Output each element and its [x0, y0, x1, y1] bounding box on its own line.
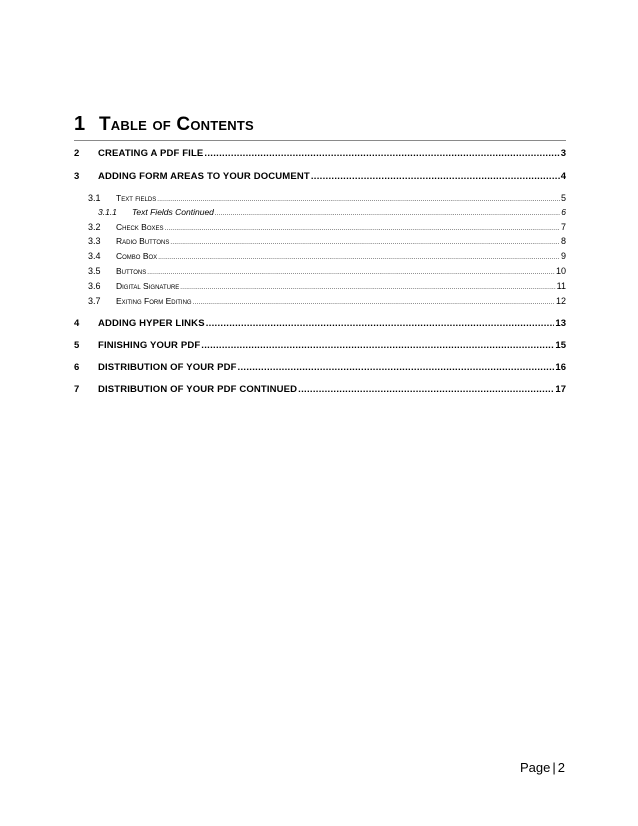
toc-entry-title: FINISHING YOUR PDF: [98, 340, 201, 351]
toc-entry-page: 9: [560, 251, 566, 261]
page-footer: [520, 760, 565, 776]
toc-entry-number: 7: [74, 384, 80, 395]
toc-entry[interactable]: [74, 340, 566, 351]
toc-entry-title: Text Fields Continued: [132, 207, 214, 217]
footer-page-label: Page: [520, 760, 551, 775]
footer-page-number: 2: [557, 760, 565, 775]
footer-separator: |: [552, 760, 556, 775]
toc-entry-title: Digital Signature: [116, 281, 180, 291]
toc-entry-page: 6: [561, 207, 566, 217]
toc-entry-page: 16: [555, 362, 566, 373]
toc-leader-dots: [238, 362, 555, 373]
toc-entry-title: Combo Box: [116, 251, 158, 261]
toc-entry-number: 3.6: [88, 281, 101, 291]
toc-entry-page: 17: [555, 384, 566, 395]
toc-entry-title: DISTRIBUTION OF YOUR PDF CONTINUED: [98, 384, 298, 395]
toc-entry-page: 13: [555, 318, 566, 329]
toc-entry-title: Check Boxes: [116, 222, 164, 232]
toc-entry-title: DISTRIBUTION OF YOUR PDF: [98, 362, 237, 373]
toc-entry-title: ADDING HYPER LINKS: [98, 318, 205, 329]
toc-entry[interactable]: [74, 193, 566, 203]
toc-entry-number: 2: [74, 148, 80, 159]
toc-leader-dots: [193, 300, 555, 306]
toc-entry[interactable]: [74, 281, 566, 291]
toc-heading: [74, 112, 566, 141]
toc-entry-title: Radio Buttons: [116, 236, 170, 246]
toc-entry-number: 3.3: [88, 236, 101, 246]
toc-entry-page: 5: [560, 193, 566, 203]
toc-entry-title: ADDING FORM AREAS TO YOUR DOCUMENT: [98, 171, 310, 182]
toc-entry[interactable]: [74, 148, 566, 159]
toc-entry-page: 11: [556, 281, 566, 291]
toc-entry-number: 3.1.1: [98, 207, 117, 217]
heading-title: Table of Contents: [99, 114, 254, 135]
toc-entry[interactable]: [74, 362, 566, 373]
toc-entry[interactable]: [74, 266, 566, 276]
toc-leader-dots: [158, 255, 560, 261]
toc-entry-page: 15: [555, 340, 566, 351]
toc-leader-dots: [147, 270, 555, 276]
toc-entry-title: Text fields: [116, 193, 157, 203]
toc-entry-title: CREATING A PDF FILE: [98, 148, 204, 159]
toc-entry[interactable]: [74, 296, 566, 306]
toc-entry-number: 3.1: [88, 193, 101, 203]
toc-entry-title: Exiting Form Editing: [116, 296, 192, 306]
toc-leader-dots: [165, 226, 560, 232]
toc-entry-number: 5: [74, 340, 80, 351]
toc-entry-number: 3: [74, 171, 80, 182]
toc-entry-page: 10: [555, 266, 566, 276]
toc-entry-number: 3.5: [88, 266, 101, 276]
toc-entry-number: 3.4: [88, 251, 101, 261]
toc-leader-dots: [204, 148, 559, 159]
toc-entry-page: 4: [560, 171, 566, 182]
toc-entry[interactable]: [74, 222, 566, 232]
toc-entry-page: 3: [560, 148, 566, 159]
toc-entry[interactable]: [74, 236, 566, 246]
toc-entry-number: 6: [74, 362, 80, 373]
toc-entry[interactable]: [74, 318, 566, 329]
toc-entry-number: 4: [74, 318, 80, 329]
toc-entry[interactable]: [74, 207, 566, 217]
toc-leader-dots: [206, 318, 555, 329]
toc-entry-title: Buttons: [116, 266, 147, 276]
toc-entry[interactable]: [74, 171, 566, 182]
toc-entry[interactable]: [74, 384, 566, 395]
toc-entry-page: 7: [560, 222, 566, 232]
toc-entry[interactable]: [74, 251, 566, 261]
toc-entry-number: 3.7: [88, 296, 101, 306]
toc-leader-dots: [157, 197, 560, 203]
toc-leader-dots: [298, 384, 554, 395]
toc-leader-dots: [170, 240, 560, 246]
toc-entry-page: 12: [555, 296, 566, 306]
toc-entry-page: 8: [560, 236, 566, 246]
toc-leader-dots: [180, 285, 555, 291]
heading-number: 1: [74, 113, 86, 135]
toc-entry-number: 3.2: [88, 222, 101, 232]
toc-leader-dots: [215, 211, 560, 217]
toc-leader-dots: [201, 340, 554, 351]
toc-leader-dots: [311, 171, 560, 182]
